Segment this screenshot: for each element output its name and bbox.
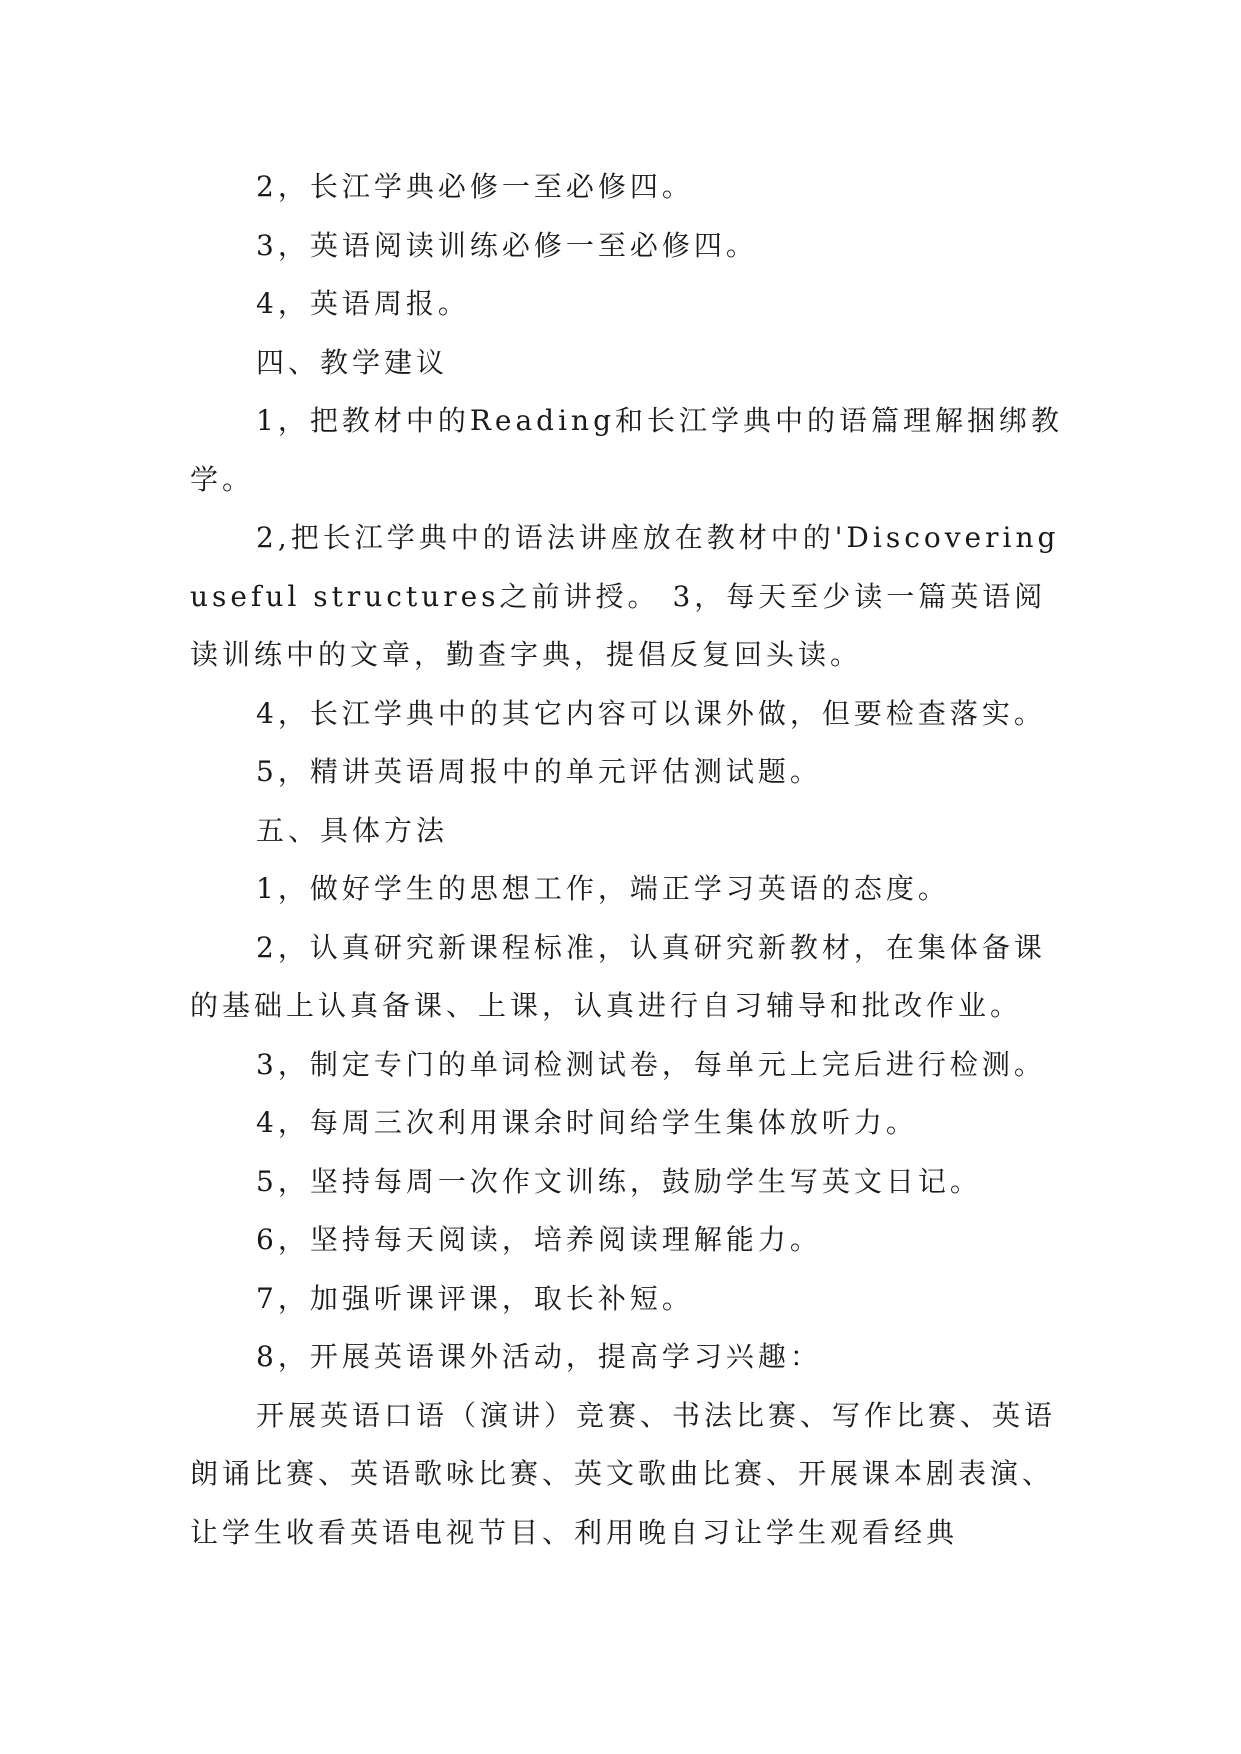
section-heading-specific-methods: 五、具体方法 <box>256 813 449 847</box>
document-body <box>190 158 1070 1562</box>
paragraph-activities: 开展英语口语（演讲）竞赛、书法比赛、写作比赛、英语朗诵比赛、英语歌咏比赛、英文歌曲比赛、开展课本剧表演、让学生收看英语电视节目、利用晚自习让学生观看经典 <box>190 1398 1057 1549</box>
section-heading-teaching-suggestions: 四、教学建议 <box>256 345 449 379</box>
paragraph-reference-2: 2，长江学典必修一至必修四。 <box>256 170 694 203</box>
paragraph-method-1: 1，做好学生的思想工作，端正学习英语的态度。 <box>256 872 950 905</box>
paragraph-reference-3: 3，英语阅读训练必修一至必修四。 <box>256 228 758 262</box>
paragraph-method-8: 8，开展英语课外活动，提高学习兴趣： <box>256 1340 822 1373</box>
paragraph-method-3: 3，制定专门的单词检测试卷，每单元上完后进行检测。 <box>256 1047 1046 1081</box>
paragraph-suggestion-2-3: 2,把长江学典中的语法讲座放在教材中的'Discovering useful structures之前讲授。 3，每天至少读一篇英语阅读训练中的文章，勤查字典，提倡反复回头读。 <box>190 521 1060 671</box>
paragraph-method-5: 5，坚持每周一次作文训练，鼓励学生写英文日记。 <box>256 1164 982 1198</box>
paragraph-suggestion-1: 1，把教材中的Reading和长江学典中的语篇理解捆绑教学。 <box>190 404 1063 496</box>
paragraph-method-6: 6，坚持每天阅读，培养阅读理解能力。 <box>256 1223 822 1256</box>
paragraph-reference-4: 4，英语周报。 <box>256 287 470 320</box>
paragraph-suggestion-5: 5，精讲英语周报中的单元评估测试题。 <box>256 755 822 788</box>
paragraph-suggestion-4: 4，长江学典中的其它内容可以课外做，但要检查落实。 <box>256 696 1046 730</box>
paragraph-method-2: 2，认真研究新课程标准，认真研究新教材，在集体备课的基础上认真备课、上课，认真进行自习辅导和批改作业。 <box>190 930 1046 1022</box>
paragraph-method-4: 4，每周三次利用课余时间给学生集体放听力。 <box>256 1106 918 1139</box>
paragraph-method-7: 7，加强听课评课，取长补短。 <box>256 1281 694 1315</box>
